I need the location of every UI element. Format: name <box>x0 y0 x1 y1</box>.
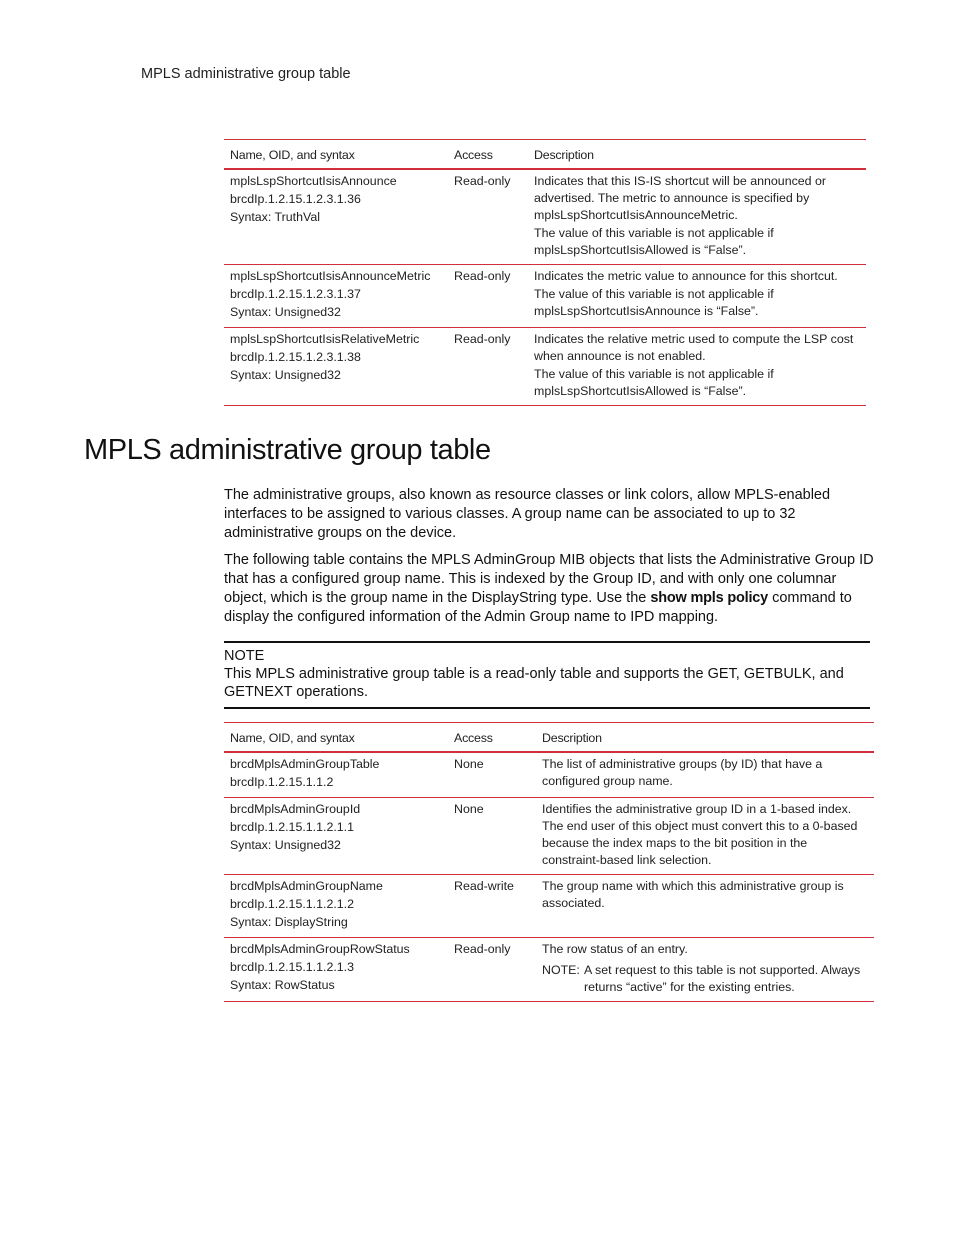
description-cell <box>536 875 874 938</box>
table-row <box>224 169 866 265</box>
table-description-paragraph <box>224 551 874 627</box>
object-cell <box>224 938 448 1002</box>
paragraph-text: command to display the configured information of the Admin Group name to IPD mapping. <box>224 590 852 625</box>
description-cell <box>536 798 874 875</box>
object-name: brcdMplsAdminGroupRowStatus <box>230 942 410 956</box>
object-cell <box>224 752 448 798</box>
note-label: NOTE <box>224 648 265 664</box>
description-text: Indicates the metric value to announce for this shortcut. <box>534 269 838 283</box>
description-text: Identifies the administrative group ID in a 1-based index. The end user of this object must convert this to a 0-based because the index maps to the bit position in the constraint-based link selection. <box>542 802 858 867</box>
access-cell: None <box>448 752 536 798</box>
object-syntax: Syntax: DisplayString <box>230 915 348 929</box>
description-text: The list of administrative groups (by ID) that have a configured group name. <box>542 757 823 788</box>
object-cell <box>224 328 448 406</box>
access-cell: Read-only <box>448 265 528 328</box>
column-header-name: Name, OID, and syntax <box>224 723 448 753</box>
column-header-access: Access <box>448 723 536 753</box>
object-syntax: Syntax: RowStatus <box>230 978 335 992</box>
table-row <box>224 938 874 1002</box>
table-header-row <box>224 140 866 170</box>
object-cell <box>224 798 448 875</box>
description-text: The row status of an entry. <box>542 942 688 956</box>
object-syntax: Syntax: Unsigned32 <box>230 305 341 319</box>
table-row <box>224 798 874 875</box>
table-row <box>224 875 874 938</box>
column-header-description: Description <box>528 140 866 170</box>
access-cell: Read-only <box>448 938 536 1002</box>
object-name: mplsLspShortcutIsisRelativeMetric <box>230 332 420 346</box>
description-cell <box>536 938 874 1002</box>
column-header-description: Description <box>536 723 874 753</box>
column-header-access: Access <box>448 140 528 170</box>
inline-note-text: A set request to this table is not supported. Always returns “active” for the existing entries. <box>584 963 861 994</box>
object-oid: brcdIp.1.2.15.1.2.3.1.36 <box>230 192 361 206</box>
description-cell <box>536 752 874 798</box>
paragraph-text: The following table contains the MPLS AdminGroup MIB objects that lists the Administrative Group ID that has a configured group name. This is indexed by the Group ID, and with only one columnar object, which is the group name in the DisplayString type. Use the <box>224 552 874 606</box>
object-name: brcdMplsAdminGroupName <box>230 879 383 893</box>
description-cell <box>528 328 866 406</box>
object-oid: brcdIp.1.2.15.1.1.2.1.2 <box>230 897 354 911</box>
intro-paragraph: The administrative groups, also known as resource classes or link colors, allow MPLS-enabled interfaces to be assigned to various classes. A group name can be associated to up to 32 administrative groups on the device. <box>224 487 831 541</box>
column-header-name: Name, OID, and syntax <box>224 140 448 170</box>
table-row <box>224 752 874 798</box>
command-name: show mpls policy <box>650 590 769 606</box>
description-cell <box>528 169 866 265</box>
section-title: MPLS administrative group table <box>84 434 491 466</box>
access-cell: Read-only <box>448 328 528 406</box>
object-cell <box>224 265 448 328</box>
note-box <box>224 641 870 709</box>
description-text: Indicates that this IS-IS shortcut will be announced or advertised. The metric to announce is specified by mplsLspShortcutIsisAnnounceMetric. <box>534 174 827 222</box>
note-text: This MPLS administrative group table is a read-only table and supports the GET, GETBULK, and GETNEXT operations. <box>224 666 844 700</box>
table-row <box>224 328 866 406</box>
object-name: brcdMplsAdminGroupId <box>230 802 361 816</box>
description-text: The group name with which this administrative group is associated. <box>542 879 844 910</box>
object-syntax: Syntax: Unsigned32 <box>230 368 341 382</box>
description-text: Indicates the relative metric used to compute the LSP cost when announce is not enabled. <box>534 332 854 363</box>
object-name: mplsLspShortcutIsisAnnounce <box>230 174 397 188</box>
object-syntax: Syntax: Unsigned32 <box>230 838 341 852</box>
running-header: MPLS administrative group table <box>141 66 351 82</box>
object-oid: brcdIp.1.2.15.1.2.3.1.37 <box>230 287 361 301</box>
access-cell: Read-write <box>448 875 536 938</box>
table-header-row <box>224 723 874 753</box>
object-oid: brcdIp.1.2.15.1.1.2 <box>230 775 334 789</box>
object-cell <box>224 875 448 938</box>
table-row <box>224 265 866 328</box>
description-text: The value of this variable is not applicable if mplsLspShortcutIsisAllowed is “False”. <box>534 367 774 398</box>
description-cell <box>528 265 866 328</box>
mib-table-admin-group <box>224 722 874 1002</box>
object-syntax: Syntax: TruthVal <box>230 210 320 224</box>
description-text: The value of this variable is not applicable if mplsLspShortcutIsisAllowed is “False”. <box>534 226 774 257</box>
object-oid: brcdIp.1.2.15.1.1.2.1.3 <box>230 960 354 974</box>
object-oid: brcdIp.1.2.15.1.2.3.1.38 <box>230 350 361 364</box>
access-cell: None <box>448 798 536 875</box>
object-name: mplsLspShortcutIsisAnnounceMetric <box>230 269 431 283</box>
inline-note <box>542 962 868 996</box>
access-cell: Read-only <box>448 169 528 265</box>
mib-table-isis-shortcut <box>224 139 866 406</box>
inline-note-label: NOTE: <box>542 963 580 977</box>
object-name: brcdMplsAdminGroupTable <box>230 757 380 771</box>
object-cell <box>224 169 448 265</box>
description-text: The value of this variable is not applicable if mplsLspShortcutIsisAnnounce is “False”. <box>534 287 774 318</box>
object-oid: brcdIp.1.2.15.1.1.2.1.1 <box>230 820 354 834</box>
